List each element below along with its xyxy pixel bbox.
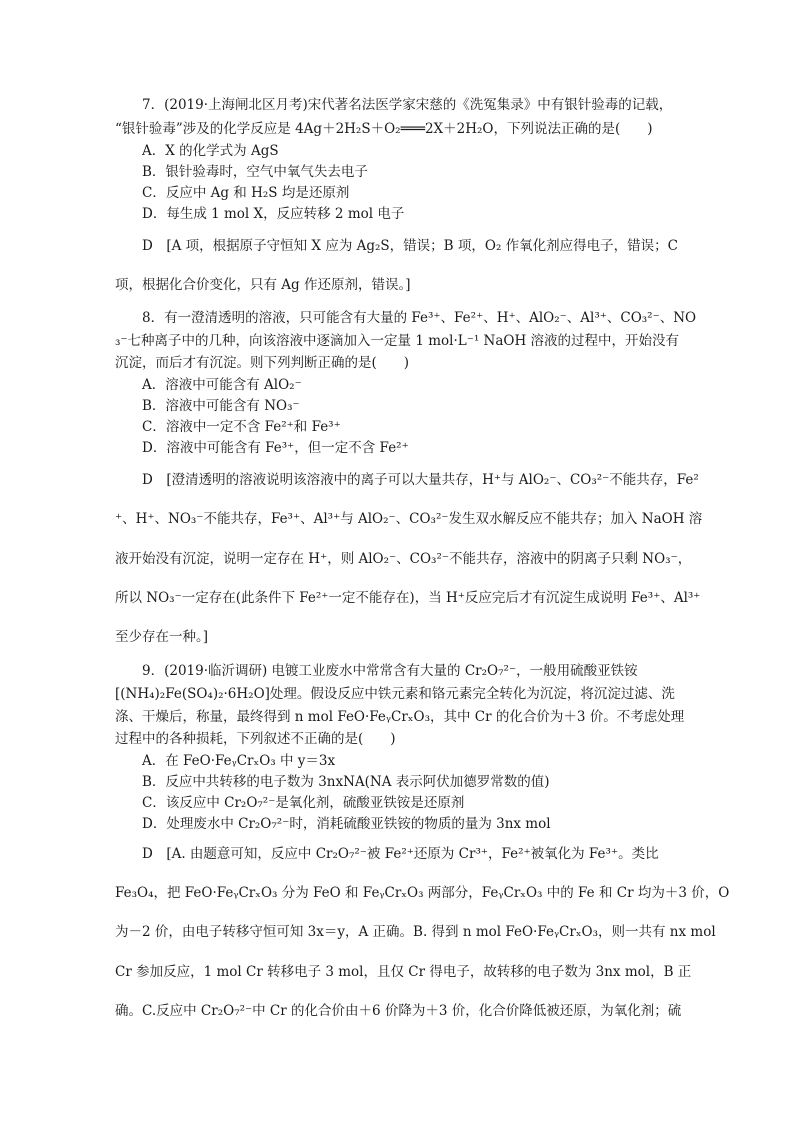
text-line: “银针验毒”涉及的化学反应是 4Ag＋2H₂S＋O₂═══2X＋2H₂O，下列说法正确的是( ) bbox=[115, 121, 653, 137]
text-line: 所以 NO₃⁻一定存在(此条件下 Fe²⁺一定不能存在)，当 H⁺反应完后才有沉淀生成说明 Fe³⁺、Al³⁺ bbox=[115, 590, 701, 606]
text-line: 至少存在一种。] bbox=[115, 629, 209, 645]
text-line: 9．(2019·临沂调研) 电镀工业废水中常常含有大量的 Cr₂O₇²⁻，一般用硫酸亚铁铵 bbox=[142, 663, 638, 679]
text-line: B．银针验毒时，空气中氧气失去电子 bbox=[142, 164, 368, 180]
text-line: [(NH₄)₂Fe(SO₄)₂·6H₂O]处理。假设反应中铁元素和铬元素完全转化为沉淀，将沉淀过滤、洗 bbox=[115, 686, 675, 702]
text-line: D．处理废水中 Cr₂O₇²⁻时，消耗硫酸亚铁铵的物质的量为 3nx mol bbox=[142, 816, 551, 832]
text-line: D [A 项，根据原子守恒知 X 应为 Ag₂S，错误；B 项，O₂ 作氧化剂应得电子，错误；C bbox=[142, 238, 678, 254]
text-line: 过程中的各种损耗，下列叙述不正确的是( ) bbox=[115, 731, 396, 747]
text-line: B．反应中共转移的电子数为 3nxNA(NA 表示阿伏加德罗常数的值) bbox=[142, 774, 550, 790]
text-line: D [A. 由题意可知，反应中 Cr₂O₇²⁻被 Fe²⁺还原为 Cr³⁺，Fe²⁺被氧化为 Fe³⁺。类比 bbox=[142, 846, 659, 862]
text-line: D [澄清透明的溶液说明该溶液中的离子可以大量共存，H⁺与 AlO₂⁻、CO₃²⁻不能共存，Fe² bbox=[142, 472, 699, 488]
text-line: C．反应中 Ag 和 H₂S 均是还原剂 bbox=[142, 185, 350, 201]
text-line: 项，根据化合价变化，只有 Ag 作还原剂，错误。] bbox=[115, 277, 411, 293]
text-line: A．溶液中可能含有 AlO₂⁻ bbox=[142, 377, 302, 393]
text-line: 涤、干燥后，称量，最终得到 n mol FeO·FeᵧCrₓO₃，其中 Cr 的化合价为＋3 价。不考虑处理 bbox=[115, 709, 685, 725]
text-line: 液开始没有沉淀，说明一定存在 H⁺，则 AlO₂⁻、CO₃²⁻不能共存，溶液中的阴离子只剩 NO₃⁻， bbox=[115, 551, 692, 567]
text-line: B．溶液中可能含有 NO₃⁻ bbox=[142, 398, 300, 414]
text-line: ⁺、H⁺、NO₃⁻不能共存，Fe³⁺、Al³⁺与 AlO₂⁻、CO₃²⁻发生双水解反应不能共存；加入 NaOH 溶 bbox=[115, 511, 703, 527]
text-line: Fe₃O₄，把 FeO·FeᵧCrₓO₃ 分为 FeO 和 FeᵧCrₓO₃ 两部分，FeᵧCrₓO₃ 中的 Fe 和 Cr 均为＋3 价，O bbox=[115, 885, 730, 901]
text-line: D．每生成 1 mol X，反应转移 2 mol 电子 bbox=[142, 206, 405, 222]
text-line: C．该反应中 Cr₂O₇²⁻是氧化剂，硫酸亚铁铵是还原剂 bbox=[142, 795, 465, 811]
text-line: 8．有一澄清透明的溶液，只可能含有大量的 Fe³⁺、Fe²⁺、H⁺、AlO₂⁻、Al³⁺、CO₃²⁻、NO bbox=[142, 310, 697, 326]
text-line: ₃⁻七种离子中的几种，向该溶液中逐滴加入一定量 1 mol·L⁻¹ NaOH 溶液的过程中，开始没有 bbox=[115, 333, 680, 349]
text-line: A．在 FeO·FeᵧCrₓO₃ 中 y＝3x bbox=[142, 753, 336, 769]
text-line: 为－2 价，由电子转移守恒可知 3x＝y，A 正确。B. 得到 n mol FeO·FeᵧCrₓO₃，则一共有 nx mol bbox=[115, 924, 716, 940]
text-line: 沉淀，而后才有沉淀。则下列判断正确的是( ) bbox=[115, 355, 410, 371]
text-line: D．溶液中可能含有 Fe³⁺，但一定不含 Fe²⁺ bbox=[142, 440, 409, 456]
text-line: Cr 参加反应，1 mol Cr 转移电子 3 mol，且仅 Cr 得电子，故转移的电子数为 3nx mol，B 正 bbox=[115, 964, 692, 980]
text-line: A．X 的化学式为 AgS bbox=[142, 143, 279, 159]
text-line: 确。C.反应中 Cr₂O₇²⁻中 Cr 的化合价由＋6 价降为＋3 价，化合价降低被还原，为氧化剂；硫 bbox=[115, 1003, 682, 1019]
text-line: 7．(2019·上海闸北区月考)宋代著名法医学家宋慈的《洗冤集录》中有银针验毒的记载， bbox=[142, 97, 673, 113]
text-line: C．溶液中一定不含 Fe²⁺和 Fe³⁺ bbox=[142, 419, 341, 435]
